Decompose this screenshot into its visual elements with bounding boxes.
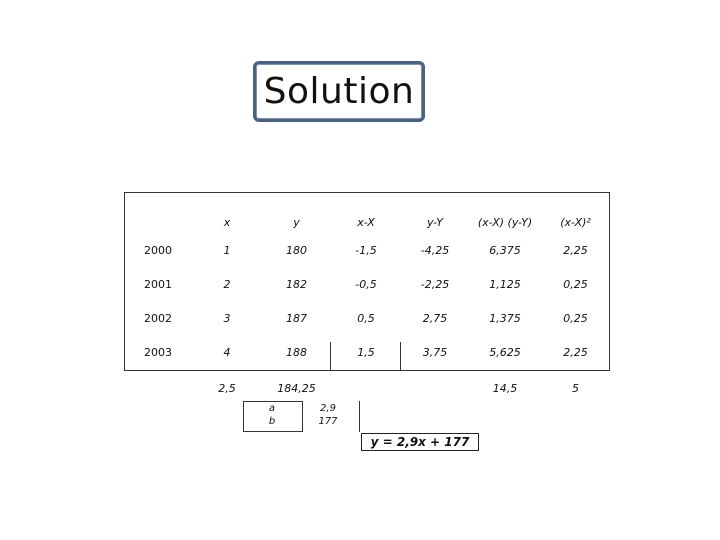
table-cell: -1,5 — [355, 243, 377, 257]
title-box — [253, 61, 425, 122]
table-cell: 1,5 — [357, 345, 375, 359]
header-cell: y-Y — [426, 216, 443, 229]
table-cell: 0,5 — [357, 311, 375, 325]
year-cell: 2001 — [144, 277, 172, 291]
regression-equation: y = 2,9x + 177 — [370, 435, 470, 449]
table-cell: 5,625 — [489, 345, 521, 359]
header-cell: y — [293, 216, 300, 229]
coef-value: 177 — [318, 416, 338, 427]
table-cell: 1,125 — [489, 277, 521, 291]
table-cell: 2,75 — [422, 311, 448, 325]
table-cell: 188 — [286, 345, 307, 359]
header-cell — [124, 193, 192, 233]
total-cell — [401, 369, 469, 407]
table-row — [124, 267, 610, 301]
coef-row-a — [244, 402, 356, 415]
table-cell: 182 — [286, 277, 307, 291]
year-cell: 2003 — [144, 345, 172, 359]
table-cell: 2,25 — [563, 243, 588, 257]
table-row — [124, 233, 610, 267]
table-cell: -2,25 — [420, 277, 450, 291]
year-cell: 2000 — [144, 243, 172, 257]
header-cell: x — [223, 216, 231, 229]
total-cell: 184,25 — [277, 381, 316, 395]
table-cell: 0,25 — [563, 311, 588, 325]
equation-box — [361, 433, 479, 451]
coef-value: 2,9 — [320, 403, 336, 414]
table-header-row — [124, 193, 610, 233]
table-cell: 1,375 — [489, 311, 521, 325]
coef-frame-bottom — [243, 431, 303, 432]
table-cell: 6,375 — [489, 243, 521, 257]
totals-row — [124, 369, 610, 407]
regression-table — [124, 193, 610, 407]
table-cell: 3,75 — [422, 345, 448, 359]
table-cell: -0,5 — [355, 277, 377, 291]
total-cell: 2,5 — [218, 381, 236, 395]
table-cell: 3 — [223, 311, 231, 325]
table-cell: 180 — [286, 243, 307, 257]
header-cell: (x-X)² — [560, 216, 591, 229]
table-cell: 1 — [223, 243, 231, 257]
table-cell: 0,25 — [563, 277, 588, 291]
table-row — [124, 335, 610, 369]
coefficients-table — [244, 402, 356, 428]
table-cell: 4 — [223, 345, 231, 359]
table-cell: 2,25 — [563, 345, 588, 359]
coef-row-b — [244, 415, 356, 428]
table-row — [124, 301, 610, 335]
coef-label: b — [268, 416, 276, 427]
header-cell: x-X — [357, 216, 375, 229]
coef-frame-right — [359, 401, 360, 432]
total-cell: 14,5 — [492, 381, 518, 395]
year-cell: 2002 — [144, 311, 172, 325]
total-cell: 5 — [572, 381, 579, 395]
coef-label: a — [268, 403, 276, 414]
table-cell: -4,25 — [420, 243, 450, 257]
header-cell: (x-X) (y-Y) — [477, 216, 533, 229]
table-cell: 187 — [286, 311, 307, 325]
slide-title: Solution — [263, 71, 415, 112]
total-cell — [124, 369, 192, 407]
table-cell: 2 — [223, 277, 231, 291]
